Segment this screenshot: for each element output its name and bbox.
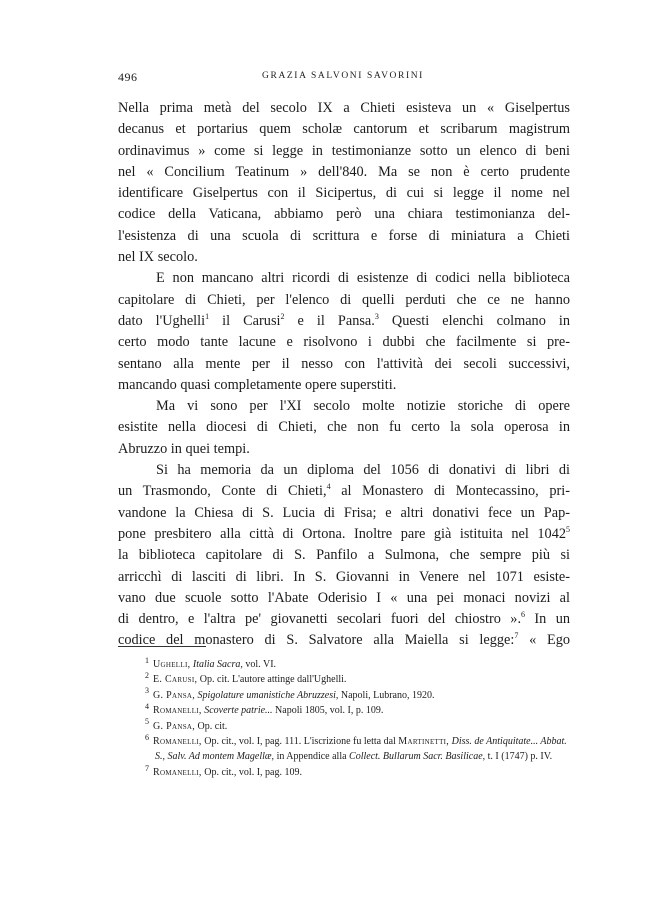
- footnote-separator: [118, 646, 206, 647]
- body-text: [118, 98, 570, 652]
- text-line: la biblioteca capitolare di S. Panfilo a Sulmona, che sempre più si: [118, 547, 570, 564]
- text-line: codice della Vaticana, abbiamo però una chiara testimonianza del-: [118, 206, 570, 223]
- text-line: [118, 524, 570, 545]
- text-line: mancando quasi completamente opere superstiti.: [118, 376, 397, 393]
- footnote-text: Op. cit., vol. I, pag. 111. L'iscrizione fu letta dal: [201, 736, 399, 748]
- text-line: ordinavimus » come si legge in testimonianze sotto un elenco di beni: [118, 142, 570, 159]
- footnote-text: Napoli, Lubrano, 1920.: [338, 689, 435, 701]
- footnote: [118, 672, 570, 687]
- text-line: sentano alla mente per il nesso con l'attività dei secoli successivi,: [118, 355, 570, 372]
- footnote-number: 5: [145, 717, 149, 727]
- footnote-author: Ughelli,: [153, 659, 191, 670]
- text-line: nel IX secolo.: [118, 249, 198, 266]
- text-line: Abruzzo in quei tempi.: [118, 440, 250, 457]
- footnote-ref[interactable]: 5: [566, 525, 570, 535]
- footnote-title: Spigolature umanistiche Abruzzesi,: [197, 689, 339, 701]
- text-line: Si ha memoria da un diploma del 1056 di donativi di libri di: [156, 462, 570, 479]
- footnote-title: Collect. Bullarum Sacr. Basilicae,: [349, 751, 486, 763]
- text-line: E non mancano altri ricordi di esistenze di codici nella biblioteca: [156, 270, 570, 287]
- text-fragment: pone presbitero alla città di Ortona. Inoltre pare già istituita nel 1042: [118, 525, 566, 542]
- footnote-title: Diss. de Antiquitate... Abbat. S., Salv. Ad montem Magellæ,: [155, 736, 567, 763]
- text-line: [118, 630, 570, 651]
- footnote-number: 4: [145, 701, 149, 711]
- footnote: [118, 657, 570, 672]
- footnote-title: Italia Sacra,: [192, 659, 243, 670]
- footnote-author: Martinetti,: [398, 736, 450, 748]
- text-fragment: di dentro, e l'altra pe' giovanetti secolari fuori del chiostro ».: [118, 611, 522, 628]
- running-title: GRAZIA SALVONI SAVORINI: [262, 71, 424, 81]
- footnote-number: 7: [145, 763, 149, 773]
- text-fragment: e il Pansa.: [284, 312, 375, 329]
- footnote-author: G. Pansa,: [153, 689, 196, 701]
- footnotes: [118, 657, 570, 780]
- text-fragment: un Trasmondo, Conte di Chieti,: [118, 483, 327, 500]
- footnote-ref[interactable]: 4: [326, 482, 331, 492]
- footnote-ref[interactable]: 7: [514, 631, 519, 641]
- text-line: nel « Concilium Teatinum » dell'840. Ma se non è certo prudente: [118, 163, 570, 180]
- text-line: Ma vi sono per l'XI secolo molte notizie storiche di opere: [156, 398, 570, 415]
- footnote-author: Romanelli,: [153, 705, 202, 717]
- page-number: 496: [118, 70, 138, 84]
- text-line: esistite nella diocesi di Chieti, che non fu certo la sola operosa in: [118, 419, 570, 436]
- footnote-text: Op. cit. L'autore attinge dall'Ughelli.: [197, 674, 347, 686]
- text-line: [118, 609, 570, 630]
- text-line: certo modo tante lacune e risolvono i dubbi che facilmente si pre-: [118, 334, 570, 351]
- text-fragment: dato l'Ughelli: [118, 312, 206, 329]
- text-line: [118, 311, 570, 332]
- footnote-text: Op. cit.: [195, 720, 228, 732]
- running-head: [118, 70, 568, 86]
- text-line: identificare Giselpertus con il Sicipertus, di cui si legge il nome nel: [118, 185, 570, 202]
- footnote-text: Napoli 1805, vol. I, p. 109.: [272, 705, 384, 717]
- footnote-text: t. I (1747) p. IV.: [485, 751, 553, 763]
- footnote: [118, 719, 570, 734]
- footnote: [118, 688, 570, 703]
- footnote: [118, 703, 570, 718]
- text-line: l'esistenza di una scuola di scrittura e forse di miniatura a Chieti: [118, 227, 570, 244]
- text-fragment: al Monastero di Montecassino, pri-: [330, 483, 570, 500]
- text-line: [118, 481, 570, 502]
- text-line: arricchì di lasciti di libri. In S. Giovanni in Venere nel 1071 esiste-: [118, 568, 570, 585]
- footnote-author: Romanelli,: [153, 766, 202, 778]
- text-line: Nella prima metà del secolo IX a Chieti esisteva un « Giselpertus: [118, 100, 570, 116]
- footnote-title: Scoverte patrie...: [204, 705, 273, 717]
- footnote-ref[interactable]: 1: [205, 312, 210, 322]
- footnote-number: 3: [145, 686, 149, 696]
- footnote-ref[interactable]: 3: [374, 312, 379, 322]
- text-fragment: « Ego: [518, 632, 571, 649]
- text-line: vandone la Chiesa di S. Lucia di Frisa; e altri donativi fece un Pap-: [118, 504, 570, 521]
- footnote-ref[interactable]: 6: [521, 610, 526, 620]
- text-fragment: Questi elenchi colmano in: [378, 312, 571, 329]
- footnote: [118, 765, 570, 780]
- text-fragment: il Carusi: [209, 312, 281, 329]
- text-line: decanus et portarius quem scholæ cantorum et scribarum magistrum: [118, 121, 570, 138]
- footnote-text: Op. cit., vol. I, pag. 109.: [201, 766, 302, 778]
- footnote-text: vol. VI.: [242, 659, 277, 670]
- footnote-author: G. Pansa,: [153, 720, 196, 732]
- footnote-author: Romanelli,: [153, 736, 202, 748]
- footnote-author: E. Carusi,: [153, 674, 198, 686]
- text-line: capitolare di Chieti, per l'elenco di quelli perduti che ce ne hanno: [118, 291, 570, 308]
- footnote-ref[interactable]: 2: [280, 312, 285, 322]
- text-fragment: codice del monastero di S. Salvatore alla Maiella si legge:: [118, 632, 515, 649]
- footnote: [118, 734, 570, 765]
- text-line: vano due scuole sotto l'Abate Oderisio I « una pei monaci novizi al: [118, 589, 570, 606]
- footnote-number: 6: [145, 732, 149, 742]
- footnote-number: 1: [145, 655, 149, 665]
- footnote-text: in Appendice alla: [274, 751, 350, 763]
- text-fragment: In un: [525, 611, 570, 628]
- footnote-number: 2: [145, 671, 149, 681]
